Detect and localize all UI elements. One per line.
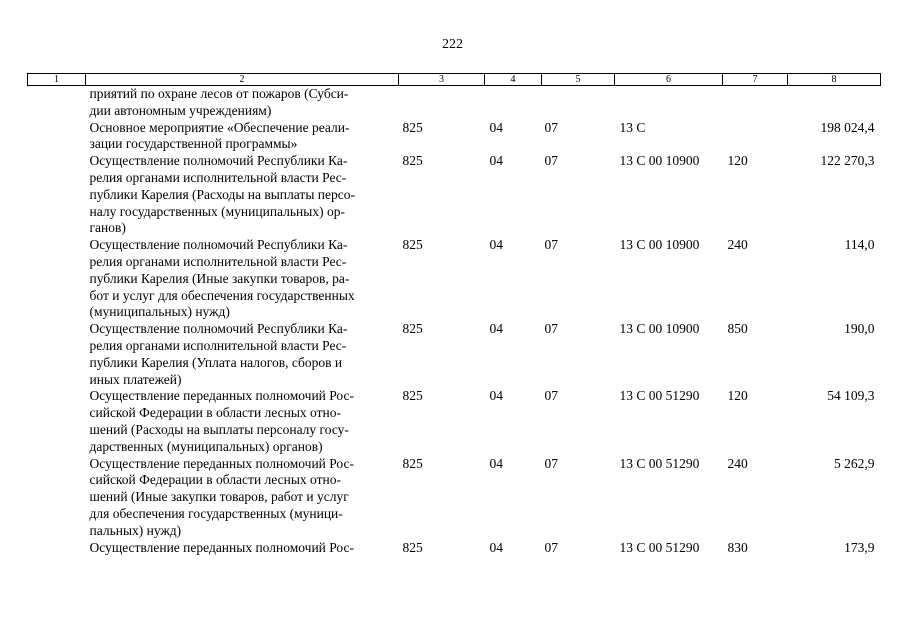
row-subsection: 07: [544, 153, 558, 169]
cell-col-1: [28, 153, 86, 237]
row-name: Осуществление полномочий Республики Ка- релия органами исполнительной власти Рес- публики Карелия (Иные закупки товаров, ра- бот и услуг для обеспечения государственных (муниципальных) нужд): [89, 237, 355, 320]
row-amount: 198 024,4: [820, 119, 875, 135]
page-number: 222: [442, 37, 463, 52]
cell-col-8: [788, 86, 881, 120]
row-section: 04: [489, 455, 503, 471]
row-target-article: 13 С 00 51290: [619, 455, 700, 471]
row-amount: 122 270,3: [820, 153, 875, 169]
header-col-8: 8: [788, 74, 881, 86]
row-ministry-code: 825: [402, 388, 423, 404]
table-row: [28, 540, 881, 557]
row-ministry-code: 825: [402, 539, 423, 555]
cell-col-1: [28, 237, 86, 321]
row-expense-type: 830: [727, 539, 748, 555]
row-name: Осуществление переданных полномочий Рос-: [89, 539, 355, 555]
cell-col-4: [485, 86, 542, 120]
row-target-article: 13 С: [619, 119, 646, 135]
header-col-4: 4: [485, 74, 542, 86]
row-expense-type: 120: [727, 153, 748, 169]
cell-col-6: [615, 86, 723, 120]
cell-col-1: [28, 321, 86, 388]
header-col-5: 5: [542, 74, 615, 86]
header-col-7: 7: [723, 74, 788, 86]
cell-col-1: [28, 86, 86, 120]
row-name: Осуществление полномочий Республики Ка- релия органами исполнительной власти Рес- публики Карелия (Расходы на выплаты персо- налу государственных (муниципальных) ор- ганов): [89, 153, 355, 236]
row-ministry-code: 825: [402, 119, 423, 135]
row-section: 04: [489, 539, 503, 555]
cell-col-1: [28, 120, 86, 154]
table-row: [28, 153, 881, 237]
row-section: 04: [489, 153, 503, 169]
header-col-2: 2: [86, 74, 399, 86]
header-col-3: 3: [399, 74, 485, 86]
row-expense-type: 240: [727, 455, 748, 471]
row-subsection: 07: [544, 321, 558, 337]
row-expense-type: 850: [727, 321, 748, 337]
row-subsection: 07: [544, 237, 558, 253]
row-section: 04: [489, 388, 503, 404]
row-expense-type: 120: [727, 388, 748, 404]
cell-col-3: [399, 86, 485, 120]
continuation-row: [28, 86, 881, 120]
table-row: [28, 456, 881, 540]
table-row: [28, 120, 881, 154]
row-amount: 54 109,3: [827, 388, 875, 404]
header-col-1: 1: [28, 74, 86, 86]
row-ministry-code: 825: [402, 455, 423, 471]
row-name: Осуществление полномочий Республики Ка- релия органами исполнительной власти Рес- публики Карелия (Уплата налогов, сборов и иных платежей): [89, 321, 348, 387]
table-body: [28, 86, 881, 557]
row-target-article: 13 С 00 51290: [619, 388, 700, 404]
row-amount: 173,9: [844, 539, 875, 555]
row-section: 04: [489, 321, 503, 337]
row-amount: 5 262,9: [834, 455, 875, 471]
row-subsection: 07: [544, 119, 558, 135]
row-target-article: 13 С 00 10900: [619, 237, 700, 253]
cell-col-7: [723, 86, 788, 120]
row-name: Основное мероприятие «Обеспечение реали- зации государственной программы»: [89, 119, 350, 152]
row-ministry-code: 825: [402, 153, 423, 169]
row-subsection: 07: [544, 388, 558, 404]
cell-col-5: [542, 86, 615, 120]
table-row: [28, 388, 881, 455]
row-expense-type: 240: [727, 237, 748, 253]
row-name: Осуществление переданных полномочий Рос- сийской Федерации в области лесных отно- шений (Расходы на выплаты персоналу госу- дарственных (муниципальных) органов): [89, 388, 355, 454]
table-row: [28, 321, 881, 388]
continuation-text: приятий по охране лесов от пожаров (Субси- дии автономным учреждениям): [89, 86, 349, 118]
header-col-6: 6: [615, 74, 723, 86]
row-target-article: 13 С 00 10900: [619, 321, 700, 337]
budget-table: [27, 73, 881, 556]
cell-col-1: [28, 388, 86, 455]
row-name: Осуществление переданных полномочий Рос- сийской Федерации в области лесных отно- шений (Иные закупки товаров, работ и услуг для обеспечения государственных (муници- пальных) нужд): [89, 455, 355, 538]
cell-col-1: [28, 456, 86, 540]
row-subsection: 07: [544, 455, 558, 471]
row-subsection: 07: [544, 539, 558, 555]
row-amount: 190,0: [844, 321, 875, 337]
row-section: 04: [489, 119, 503, 135]
header-row: [28, 74, 881, 86]
row-expense-type: [723, 120, 788, 154]
table-row: [28, 237, 881, 321]
cell-col-1: [28, 540, 86, 557]
row-ministry-code: 825: [402, 321, 423, 337]
row-amount: 114,0: [844, 237, 875, 253]
row-ministry-code: 825: [402, 237, 423, 253]
row-target-article: 13 С 00 10900: [619, 153, 700, 169]
row-section: 04: [489, 237, 503, 253]
row-target-article: 13 С 00 51290: [619, 539, 700, 555]
